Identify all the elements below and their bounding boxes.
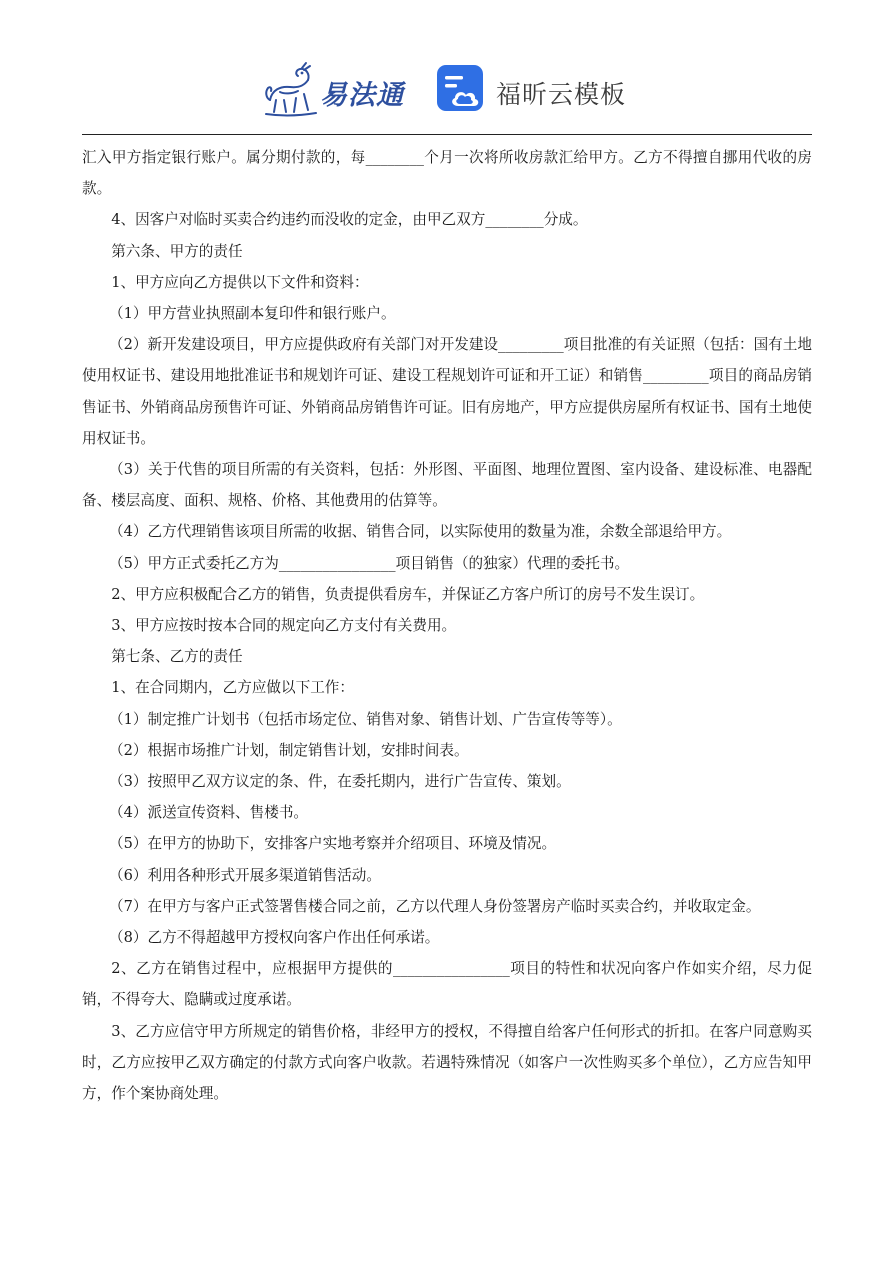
yifatong-logo [262, 60, 416, 118]
list-item: （3）关于代售的项目所需的有关资料，包括：外形图、平面图、地理位置图、室内设备、建设标准、电器配备、楼层高度、面积、规格、价格、其他费用的估算等。 [82, 461, 812, 510]
list-item: （2）新开发建设项目，甲方应提供政府有关部门对开发建设_________项目批准的有关证照（包括：国有土地使用权证书、建设用地批准证书和规划许可证、建设工程规划许可证和开工证）和销售_________项目的商品房销售证书、外销商品房预售许可证、外销商品房销售许可证。旧有房地产，甲方应提供房屋所有权证书、国有土地使用权证书。 [82, 336, 812, 447]
list-item: （3）按照甲乙双方议定的条、件，在委托期内，进行广告宣传、策划。 [109, 773, 571, 791]
paragraph: 4、因客户对临时买卖合约违约而没收的定金，由甲乙双方________分成。 [111, 211, 588, 229]
list-item: （4）派送宣传资料、售楼书。 [109, 804, 309, 822]
logo-right-text: 福昕云模板 [496, 80, 627, 109]
list-item: （7）在甲方与客户正式签署售楼合同之前，乙方以代理人身份签署房产临时买卖合约，并收取定金。 [109, 897, 761, 915]
paragraph: 1、甲方应向乙方提供以下文件和资料： [111, 273, 369, 291]
header-divider [82, 134, 812, 135]
list-item: （4）乙方代理销售该项目所需的收据、销售合同，以实际使用的数量为准，余数全部退给甲方。 [109, 523, 732, 541]
paragraph: 3、甲方应按时按本合同的规定向乙方支付有关费用。 [111, 617, 457, 635]
list-item: （5）甲方正式委托乙方为________________项目销售（的独家）代理的委托书。 [109, 554, 630, 572]
logo-left-text: 易法通 [320, 80, 404, 111]
section-heading: 第六条、甲方的责任 [111, 242, 243, 260]
list-item: （1）制定推广计划书（包括市场定位、销售对象、销售计划、广告宣传等等）。 [109, 710, 622, 728]
page-header [0, 58, 893, 124]
qilin-icon [262, 60, 322, 118]
list-item: （8）乙方不得超越甲方授权向客户作出任何承诺。 [109, 929, 440, 947]
paragraph: 3、乙方应信守甲方所规定的销售价格，非经甲方的授权，不得擅自给客户任何形式的折扣。在客户同意购买时，乙方应按甲乙双方确定的付款方式向客户收款。若遇特殊情况（如客户一次性购买多个单位），乙方应告知甲方，作个案协商处理。 [82, 1022, 812, 1103]
paragraph: 1、在合同期内，乙方应做以下工作： [111, 679, 354, 697]
paragraph: 2、乙方在销售过程中，应根据甲方提供的________________项目的特性和状况向客户作如实介绍，尽力促销，不得夸大、隐瞒或过度承诺。 [82, 960, 812, 1009]
paragraph: 2、甲方应积极配合乙方的销售，负责提供看房车，并保证乙方客户所订的房号不发生误订。 [111, 585, 705, 603]
list-item: （5）在甲方的协助下，安排客户实地考察并介绍项目、环境及情况。 [109, 835, 557, 853]
contract-body [82, 142, 812, 1109]
cloud-document-icon [436, 64, 486, 114]
list-item: （2）根据市场推广计划，制定销售计划，安排时间表。 [109, 741, 469, 759]
section-heading: 第七条、乙方的责任 [111, 648, 243, 666]
list-item: （1）甲方营业执照副本复印件和银行账户。 [109, 305, 396, 323]
list-item: （6）利用各种形式开展多渠道销售活动。 [109, 866, 381, 884]
paragraph: 汇入甲方指定银行账户。属分期付款的，每________个月一次将所收房款汇给甲方。乙方不得擅自挪用代收的房款。 [82, 149, 812, 198]
foxit-template-logo [436, 64, 636, 118]
